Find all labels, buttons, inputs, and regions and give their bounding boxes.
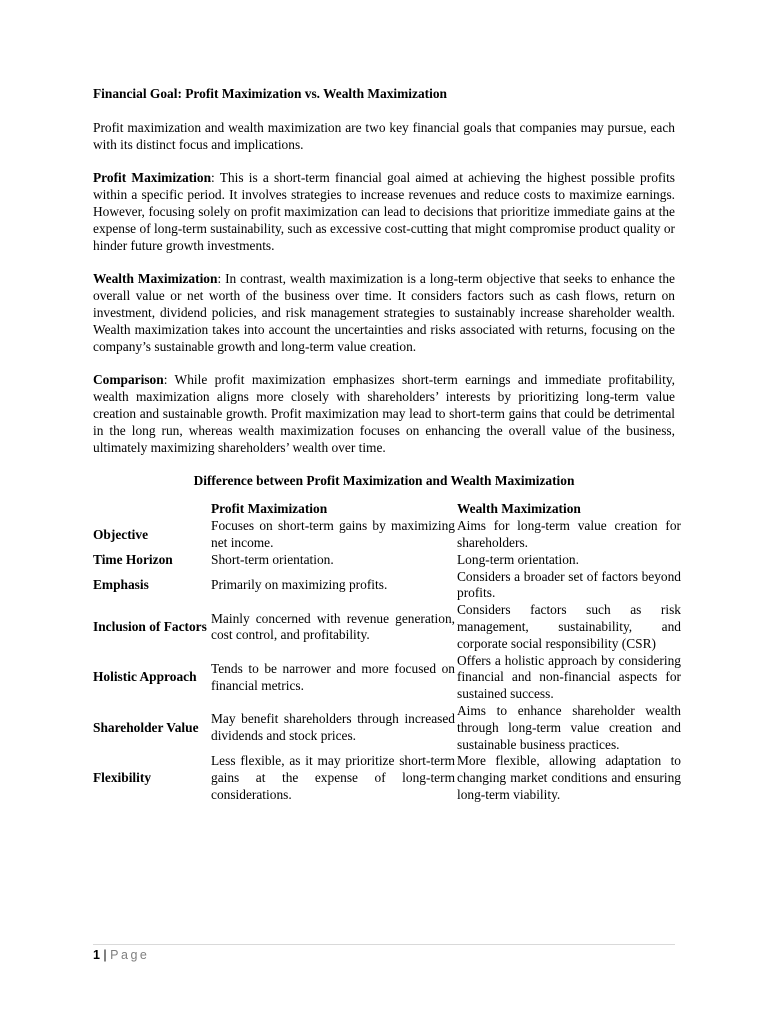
row-label: Inclusion of Factors	[93, 618, 207, 634]
header-empty	[93, 500, 211, 518]
header-wealth-maximization: Wealth Maximization	[457, 501, 581, 517]
page-number: 1	[93, 948, 100, 962]
wealth-cell: Offers a holistic approach by considering financial and non-financial aspects for sustained success.	[457, 652, 681, 702]
paragraph-term: Profit Maximization	[93, 170, 212, 186]
paragraph-term: Wealth Maximization	[93, 271, 218, 287]
footer-separator: |	[99, 948, 111, 962]
document-title: Financial Goal: Profit Maximization vs. Wealth Maximization	[93, 86, 447, 101]
wealth-cell: Long-term orientation.	[457, 551, 579, 567]
paragraph-term: Comparison	[93, 372, 164, 388]
table-row-shareholder-value	[93, 703, 681, 753]
header-profit-maximization: Profit Maximization	[211, 501, 328, 517]
table-row-time-horizon	[93, 552, 681, 569]
row-label: Holistic Approach	[93, 669, 197, 685]
profit-cell: May benefit shareholders through increased dividends and stock prices.	[211, 711, 455, 744]
wealth-cell: Considers a broader set of factors beyond profits.	[457, 568, 681, 601]
row-label: Shareholder Value	[93, 719, 199, 735]
profit-cell: Mainly concerned with revenue generation, cost control, and profitability.	[211, 610, 455, 643]
wealth-cell: Considers factors such as risk management, sustainability, and corporate social responsibility (CSR)	[457, 602, 681, 651]
table-row-flexibility	[93, 753, 681, 803]
document-page	[93, 86, 681, 804]
intro-paragraph: Profit maximization and wealth maximization are two key financial goals that companies may pursue, each with its distinct focus and implications.	[93, 119, 675, 152]
paragraph-text: : This is a short-term financial goal aimed at achieving the highest possible profits within a specific period. It involves strategies to increase revenues and reduce costs to maximize earnings. However, focusing solely on profit maximization can lead to decisions that prioritize immediate gains at the expense of long-term sustainability, such as excessive cost-cutting that might compromise product quality or hinder future growth investments.	[93, 170, 675, 253]
row-label: Objective	[93, 526, 149, 542]
comparison-table	[93, 500, 681, 804]
row-label: Time Horizon	[93, 551, 173, 567]
profit-cell: Tends to be narrower and more focused on financial metrics.	[211, 660, 455, 693]
profit-cell: Short-term orientation.	[211, 551, 334, 567]
row-label: Flexibility	[93, 770, 152, 786]
page-footer	[93, 944, 675, 962]
profit-cell: Focuses on short-term gains by maximizing net income.	[211, 518, 455, 550]
paragraph-text: : In contrast, wealth maximization is a long-term objective that seeks to enhance the overall value or net worth of the business over time. It considers factors such as cash flows, return on investment, dividend policies, and risk management strategies to sustainably increase shareholder wealth. Wealth maximization takes into account the uncertainties and risks associated with returns, focusing on the company’s sustainable growth and long-term value creation.	[93, 271, 675, 354]
wealth-cell: Aims to enhance shareholder wealth through long-term value creation and sustainable business practices.	[457, 702, 681, 752]
profit-cell: Primarily on maximizing profits.	[211, 576, 388, 592]
table-row-emphasis	[93, 569, 681, 603]
profit-maximization-paragraph	[93, 170, 675, 254]
table-row-inclusion-of-factors	[93, 602, 681, 652]
wealth-maximization-paragraph	[93, 271, 675, 355]
table-title: Difference between Profit Maximization and Wealth Maximization	[193, 473, 575, 489]
table-header-row	[93, 500, 681, 518]
profit-cell: Less flexible, as it may prioritize short-term gains at the expense of long-term considerations.	[211, 753, 455, 802]
wealth-cell: Aims for long-term value creation for shareholders.	[457, 518, 681, 550]
table-row-holistic-approach	[93, 653, 681, 703]
comparison-paragraph	[93, 372, 675, 456]
page-label: Page	[110, 948, 150, 962]
table-row-objective	[93, 518, 681, 552]
paragraph-text: : While profit maximization emphasizes short-term earnings and immediate profitability, wealth maximization aligns more closely with shareholders’ interests by prioritizing long-term value creation and sustainable growth. Profit maximization may lead to short-term gains that could be detrimental in the long run, whereas wealth maximization focuses on enhancing the overall value of the business, ultimately maximizing shareholders’ wealth over time.	[93, 372, 675, 455]
wealth-cell: More flexible, allowing adaptation to changing market conditions and ensuring long-term viability.	[457, 753, 681, 802]
row-label: Emphasis	[93, 576, 149, 592]
